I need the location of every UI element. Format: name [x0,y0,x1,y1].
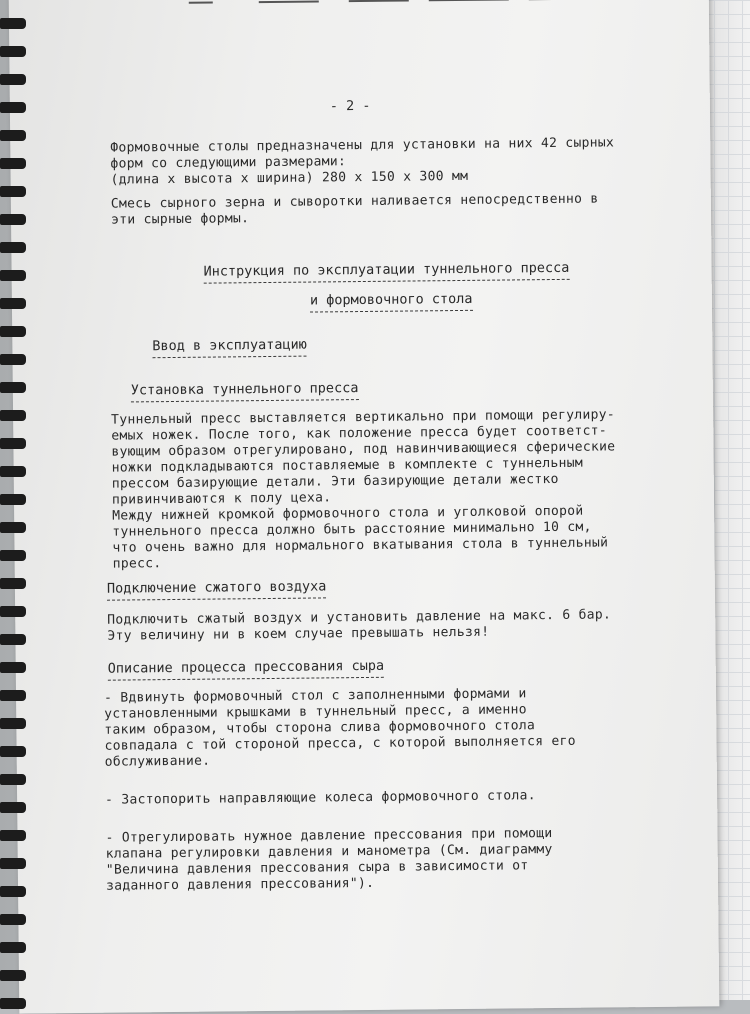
text-line: Формовочные столы предназначены для установки на них 42 сырных [110,135,614,156]
text-line: прессом базирующие детали. Эти базирующие детали жестко [112,471,616,492]
main-title-line-2: и формовочного стола [310,291,473,313]
binder-ring-icon [0,578,26,589]
text-line: - Отрегулировать нужное давление прессования при помощи [105,826,552,847]
process-step-2 [105,788,536,809]
binder-ring-icon [0,886,26,897]
binder-ring-icon [0,746,26,757]
binder-ring-icon [0,18,26,29]
text-line: заданного давления прессования"). [106,874,553,895]
binder-ring-icon [0,914,26,925]
binder-ring-icon [0,550,26,561]
section-heading-installation: Установка туннельного пресса [131,380,359,402]
binder-ring-icon [0,522,26,533]
top-rule [429,0,509,1]
binder-ring-icon [0,130,26,141]
process-step-1 [104,686,576,771]
binder-ring-icon [0,74,26,85]
text-line: форм со следующими размерами: [110,151,614,172]
top-rule [259,0,319,3]
text-line: что очень важно для нормального вкатывания стола в туннельный [112,535,616,556]
top-rule [189,2,213,4]
binder-ring-icon [0,354,26,365]
section-heading-process: Описание процесса прессования сыра [108,658,385,681]
text-line: пресс. [113,551,617,572]
binder-ring-icon [0,690,26,701]
text-line: Подключить сжатый воздух и установить давление на макс. 6 бар. [107,607,611,628]
installation-paragraph [111,407,617,572]
binder-ring-icon [0,718,26,729]
binder-ring-icon [0,382,26,393]
text-line: - Застопорить направляющие колеса формовочного стола. [105,788,536,809]
binder-ring-icon [0,606,26,617]
document-page [9,0,720,1014]
binder-ring-icon [0,214,26,225]
binder-ring-icon [0,970,26,981]
binder-ring-icon [0,326,26,337]
text-line: таким образом, чтобы сторона слива формовочного стола [104,718,576,739]
text-line: ножки подкладываются поставляемые в комплекте с туннельным [112,455,616,476]
text-line: - Вдвинуть формовочный стол с заполненными формами и [104,686,576,707]
text-line: обслуживание. [105,750,577,771]
text-line: "Величина давления прессования сыра в зависимости от [106,858,553,879]
page-number: - 2 - [330,98,371,114]
binder-ring-icon [0,410,26,421]
text-line: емых ножек. После того, как положение пресса будет соответст- [111,423,615,444]
binder-ring-icon [0,242,26,253]
binder-ring-icon [0,158,26,169]
binder-ring-icon [0,270,26,281]
mix-paragraph [111,192,599,229]
section-heading-compressed-air: Подключение сжатого воздуха [107,578,327,600]
text-line: Эту величину ни в коем случае превышать нельзя! [107,623,611,644]
text-line: (длина х высота х ширина) 280 х 150 х 300 мм [111,167,615,188]
text-line: привинчиваются к полу цеха. [112,487,616,508]
binder-ring-icon [0,186,26,197]
binder-ring-icon [0,466,26,477]
binder-ring-icon [0,858,26,869]
text-line: эти сырные формы. [111,208,599,229]
binder-ring-icon [0,438,26,449]
text-line: Смесь сырного зерна и сыворотки наливается непосредственно в [111,192,599,213]
section-heading-commissioning: Ввод в эксплуатацию [152,337,307,359]
text-line: туннельного пресса должно быть расстояние минимально 10 см, [112,519,616,540]
binder-ring-icon [0,774,26,785]
text-line: Между нижней кромкой формовочного стола и уголковой опорой [112,503,616,524]
text-line: вующим образом отрегулировано, под навинчивающиеся сферические [111,439,615,460]
top-rule [349,0,409,2]
binder-ring-icon [0,494,26,505]
binder-ring-icon [0,802,26,813]
binder-ring-icon [0,662,26,673]
binder-ring-icon [0,942,26,953]
process-step-3 [105,826,553,895]
text-line: установленными крышками в туннельный пресс, а именно [104,702,576,723]
intro-paragraph [110,135,614,188]
text-line: совпадала с той стороной пресса, с которой выполняется его [104,734,576,755]
compressed-air-paragraph [107,607,611,644]
binder-rings [0,0,30,1000]
text-line: Туннельный пресс выставляется вертикально при помощи регулиру- [111,407,615,428]
binder-ring-icon [0,830,26,841]
binder-ring-icon [0,634,26,645]
main-title-line-1: Инструкция по эксплуатации туннельного пресса [204,260,570,284]
binder-ring-icon [0,102,26,113]
text-line: клапана регулировки давления и манометра (См. диаграмму [106,842,553,863]
binder-ring-icon [0,298,26,309]
binder-ring-icon [0,46,26,57]
